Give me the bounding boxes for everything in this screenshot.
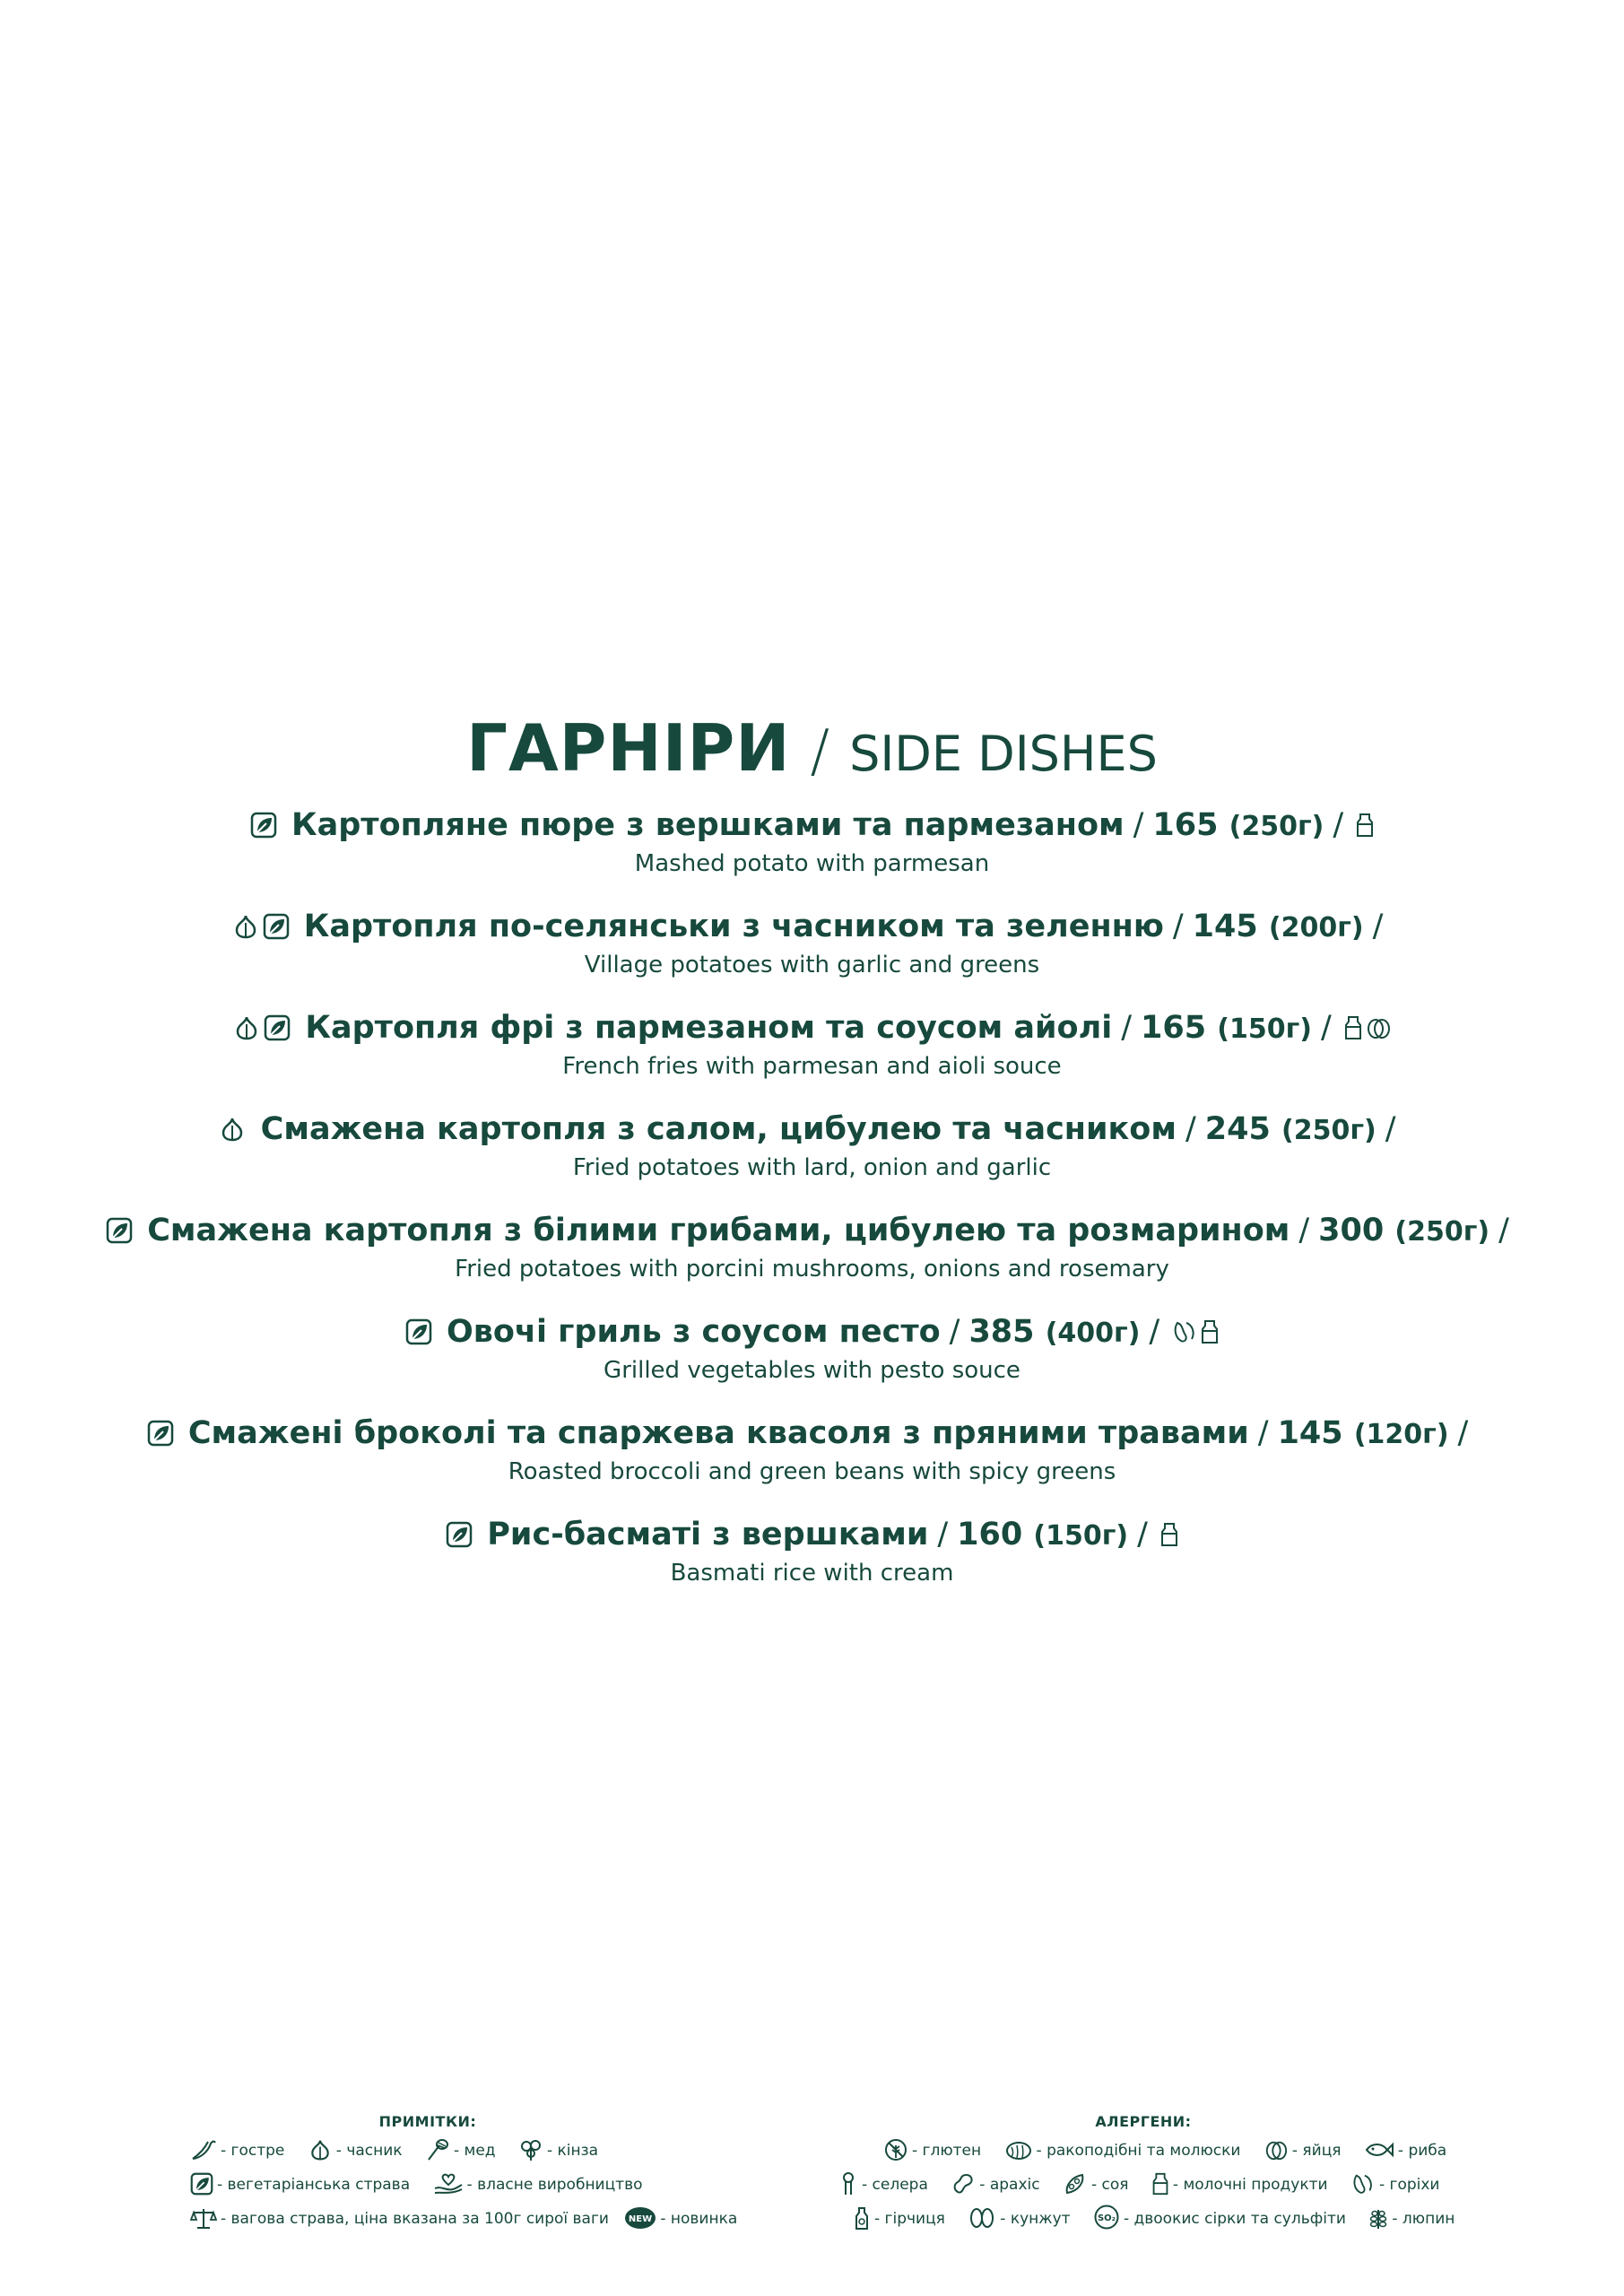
legend-peanut: - арахіс [979, 2176, 1040, 2194]
dish-name-en: Fried potatoes with porcini mushrooms, onions and rosemary [455, 1256, 1169, 1283]
legend-own: - власне виробництво [466, 2176, 643, 2194]
peanut-icon [951, 2172, 976, 2196]
dish-name-en: Village potatoes with garlic and greens [584, 952, 1040, 978]
soy-icon [1063, 2172, 1088, 2196]
allergens-title: АЛЕРГЕНИ: [1095, 2113, 1192, 2130]
nuts-icon [1350, 2172, 1376, 2196]
dish-weight: (250г) [1281, 1115, 1376, 1146]
vegetarian-icon [263, 913, 290, 940]
legend-new: - новинка [660, 2210, 738, 2228]
new-badge-icon [624, 2206, 656, 2230]
dish-name-en: French fries with parmesan and aioli souce [562, 1053, 1062, 1080]
menu-item: Смажена картопля з білими грибами, цибулею та розмарином / 300 (250г) / Fried potatoes with porcini mushrooms, onions and rosemary [0, 1209, 1624, 1310]
dish-weight: (150г) [1217, 1013, 1312, 1045]
dish-price: 385 [968, 1314, 1035, 1350]
gluten-icon [883, 2138, 908, 2161]
honey-icon [425, 2138, 450, 2161]
legend-sesame: - кунжут [1000, 2210, 1071, 2228]
legend-eggs: - яйця [1291, 2142, 1342, 2160]
dish-name: Смажена картопля з білими грибами, цибулею та розмарином [147, 1213, 1290, 1248]
menu-item: Рис-басматі з вершками / 160 (150г) / Basmati rice with cream [0, 1513, 1624, 1614]
dish-name-en: Grilled vegetables with pesto souce [604, 1357, 1020, 1384]
dairy-icon [1344, 1015, 1362, 1040]
title-en: SIDE DISHES [849, 726, 1158, 782]
eggs-icon [1264, 2138, 1289, 2161]
menu-list [0, 804, 1624, 1614]
menu-item: Овочі гриль з соусом песто / 385 (400г) / Grilled vegetables with pesto souce [0, 1310, 1624, 1412]
dish-price: 165 [1141, 1010, 1207, 1046]
legend-shellfish: - ракоподібні та молюски [1036, 2142, 1241, 2160]
eggs-icon [1366, 1015, 1391, 1040]
legend-celery: - селера [862, 2176, 928, 2194]
dish-weight: (250г) [1394, 1216, 1490, 1248]
dish-price: 160 [957, 1517, 1023, 1552]
vegetarian-icon [106, 1217, 133, 1244]
garlic-icon [308, 2138, 333, 2161]
legend-weight: - вагова страва, ціна вказана за 100г сирої ваги [221, 2210, 609, 2228]
legend-spicy: - гостре [221, 2142, 285, 2160]
vegetarian-icon [190, 2172, 213, 2196]
dish-price: 245 [1204, 1111, 1271, 1147]
notes-title: ПРИМІТКИ: [378, 2113, 477, 2130]
new-badge-text: NEW [629, 2214, 653, 2224]
dish-weight: (150г) [1033, 1520, 1129, 1552]
celery-icon [838, 2172, 858, 2196]
dish-weight: (120г) [1353, 1419, 1449, 1450]
sesame-icon [968, 2206, 996, 2230]
dish-price: 300 [1318, 1213, 1385, 1248]
legend-soy: - соя [1091, 2176, 1129, 2194]
dairy-icon [1201, 1319, 1219, 1344]
dish-name-en: Fried potatoes with lard, onion and garlic [572, 1154, 1052, 1181]
legend-dairy: - молочні продукти [1172, 2176, 1328, 2194]
dish-name-en: Roasted broccoli and green beans with spicy greens [508, 1458, 1116, 1485]
vegetarian-icon [446, 1521, 473, 1548]
garlic-icon [232, 913, 259, 940]
legend-gluten: - глютен [912, 2142, 982, 2160]
dish-name: Картопляне пюре з вершками та пармезаном [291, 807, 1125, 843]
mustard-icon [853, 2206, 871, 2230]
chili-icon [190, 2138, 217, 2161]
legend-vegetarian: - вегетаріанська страва [217, 2176, 411, 2194]
legend-mustard: - гірчиця [874, 2210, 945, 2228]
dairy-icon [1356, 813, 1374, 838]
vegetarian-icon [147, 1420, 174, 1447]
menu-item: Смажені броколі та спаржева квасоля з пряними травами / 145 (120г) / Roasted broccoli and green beans with spicy greens [0, 1412, 1624, 1513]
dish-price: 165 [1152, 807, 1219, 843]
dish-weight: (200г) [1268, 912, 1364, 944]
dish-name-en: Basmati rice with cream [670, 1560, 954, 1587]
dish-name: Рис-басматі з вершками [487, 1517, 929, 1552]
legend-lupin: - люпин [1392, 2210, 1455, 2228]
legend-garlic: - часник [335, 2142, 403, 2160]
legend-honey: - мед [453, 2142, 496, 2160]
vegetarian-icon [250, 812, 277, 839]
dish-name-en: Mashed potato with parmesan [634, 850, 990, 877]
title-slash: / [810, 718, 830, 785]
notes-legend [190, 2113, 800, 2236]
so2-badge-text: SO₂ [1097, 2213, 1116, 2223]
legend-sulfites: - двоокис сірки та сульфіти [1123, 2210, 1346, 2228]
title-ua: ГАРНІРИ [466, 710, 791, 786]
dish-weight: (250г) [1229, 811, 1324, 842]
menu-item: Смажена картопля з салом, цибулею та часником / 245 (250г) / Fried potatoes with lard, onion and garlic [0, 1108, 1624, 1209]
menu-item: Картопля по-селянськи з часником та зеленню / 145 (200г) / Village potatoes with garlic and greens [0, 905, 1624, 1006]
lupin-icon [1368, 2206, 1388, 2230]
legend-fish: - риба [1397, 2142, 1447, 2160]
garlic-icon [219, 1116, 246, 1143]
dish-price: 145 [1192, 909, 1258, 944]
vegetarian-icon [405, 1318, 432, 1345]
scales-icon [190, 2206, 217, 2230]
shellfish-icon [1004, 2138, 1033, 2161]
sulfites-icon [1093, 2205, 1120, 2230]
menu-item: Картопля фрі з пармезаном та соусом айолі / 165 (150г) / French fries with parmesan and aioli souce [0, 1006, 1624, 1108]
nuts-icon [1172, 1319, 1197, 1344]
dish-name: Картопля фрі з пармезаном та соусом айолі [305, 1010, 1113, 1046]
cilantro-icon [518, 2138, 543, 2161]
own-production-icon [433, 2172, 464, 2196]
dairy-icon [1151, 2172, 1169, 2196]
menu-item: Картопляне пюре з вершками та пармезаном / 165 (250г) / Mashed potato with parmesan [0, 804, 1624, 905]
dish-price: 145 [1277, 1415, 1343, 1451]
dairy-icon [1160, 1522, 1178, 1547]
garlic-icon [233, 1014, 260, 1041]
allergens-legend [838, 2113, 1547, 2236]
dish-name: Картопля по-селянськи з часником та зеленню [303, 909, 1164, 944]
legend-nuts: - горіхи [1378, 2176, 1440, 2194]
page-title [0, 710, 1624, 786]
dish-name: Смажені броколі та спаржева квасоля з пряними травами [187, 1415, 1249, 1451]
dish-name: Смажена картопля з салом, цибулею та часником [260, 1111, 1177, 1147]
vegetarian-icon [264, 1014, 291, 1041]
dish-weight: (400г) [1045, 1318, 1141, 1349]
dish-name: Овочі гриль з соусом песто [446, 1314, 941, 1350]
legend-cilantro: - кінза [546, 2142, 599, 2160]
fish-icon [1364, 2138, 1394, 2161]
